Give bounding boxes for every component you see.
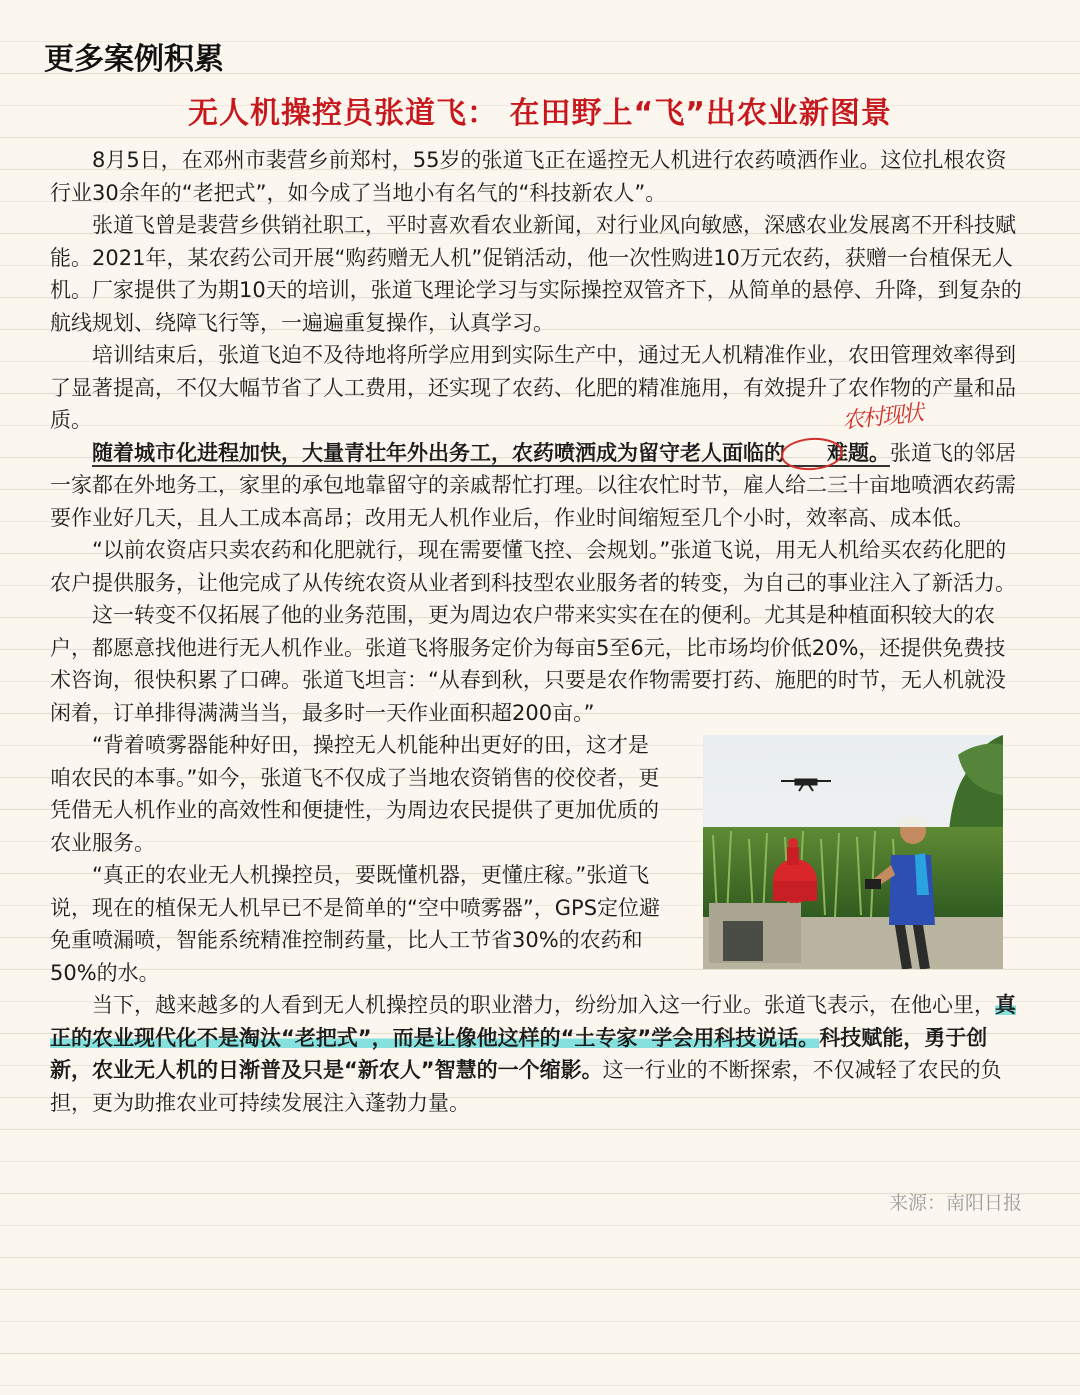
paragraph: 这一转变不仅拓展了他的业务范围，更为周边农户带来实实在在的便利。尤其是种植面积较大的农户，都愿意找他进行无人机作业。张道飞将服务定价为每亩5至6元，比市场均价低20%，还提供免费技术咨询，很快积累了口碑。张道飞坦言：“从春到秋，只要是农作物需要打药、施肥的时节，无人机就没闲着，订单排得满满当当，最多时一天作业面积超200亩。”	[50, 603, 1006, 725]
handwritten-annotation: 农村现状	[841, 400, 924, 435]
section-heading: 更多案例积累	[44, 42, 224, 77]
paragraph	[50, 989, 1025, 1119]
underlined-text: 随着城市化进程加快，大量青壮年外出务工，农药喷洒成为留守老人面临的	[92, 440, 785, 465]
article-title: 无人机操控员张道飞： 在田野上“飞”出农业新图景	[188, 96, 892, 131]
paragraph: “背着喷雾器能种好田，操控无人机能种出更好的田，这才是咱农民的本事。”如今，张道飞不仅成了当地农资销售的佼佼者，更凭借无人机作业的高效性和便捷性，为周边农民提供了更加优质的农业服务。	[50, 733, 660, 855]
paragraph: 张道飞曾是裴营乡供销社职工，平时喜欢看农业新闻，对行业风向敏感，深感农业发展离不开科技赋能。2021年，某农药公司开展“购药赠无人机”促销活动，他一次性购进10万元农药，获赠一台植保无人机。厂家提供了为期10天的培训，张道飞理论学习与实际操控双管齐下，从简单的悬停、升降，到复杂的航线规划、绕障飞行等，一遍遍重复操作，认真学习。	[50, 213, 1022, 335]
paragraph: “以前农资店只卖农药和化肥就行，现在需要懂飞控、会规划。”张道飞说，用无人机给买农药化肥的农户提供服务，让他完成了从传统农资从业者到科技型农业服务者的转变，为自己的事业注入了新活力。	[50, 538, 1016, 595]
source-credit: 来源：南阳日报	[888, 1192, 1022, 1214]
paragraph: “真正的农业无人机操控员，要既懂机器，更懂庄稼。”张道飞说，现在的植保无人机早已不是简单的“空中喷雾器”，GPS定位避免重喷漏喷，智能系统精准控制药量，比人工节省30%的农药和50%的水。	[50, 863, 661, 985]
paragraph-text: 这一行业的不断探索，不仅减轻了农民的负担，更为助推农业可持续发展注入蓬勃力量。	[50, 1058, 1002, 1115]
underlined-text-end: 。	[869, 440, 890, 465]
paragraph	[50, 437, 1025, 535]
bold-sentence: 科技赋能，勇于创新，农业无人机的日渐普及只是“新农人”智慧的一个缩影。	[50, 1025, 988, 1082]
circled-word: 难题	[785, 437, 869, 470]
drone-farmer-photo	[703, 735, 1003, 969]
underlined-sentence	[92, 441, 890, 467]
paragraph-text: 张道飞的邻居一家都在外地务工，家里的承包地靠留守的亲戚帮忙打理。以往农忙时节，雇人给二三十亩地喷洒农药需要作业好几天，且人工成本高昂；改用无人机作业后，作业时间缩短至几个小时，效率高、成本低。	[50, 440, 1016, 530]
paragraph: 8月5日，在邓州市裴营乡前郑村，55岁的张道飞正在遥控无人机进行农药喷洒作业。这位扎根农资行业30余年的“老把式”，如今成了当地小有名气的“科技新农人”。	[50, 148, 1007, 205]
paragraph: 培训结束后，张道飞迫不及待地将所学应用到实际生产中，通过无人机精准作业，农田管理效率得到了显著提高，不仅大幅节省了人工费用，还实现了农药、化肥的精准施用，有效提升了农作物的产量和品质。	[50, 343, 1016, 432]
paragraph-text: 当下，越来越多的人看到无人机操控员的职业潜力，纷纷加入这一行业。张道飞表示，在他心里，	[92, 993, 995, 1017]
article-body	[50, 144, 1025, 1119]
highlighted-sentence: 真正的农业现代化不是淘汰“老把式”，而是让像他这样的“土专家”学会用科技说话。	[50, 993, 1016, 1050]
